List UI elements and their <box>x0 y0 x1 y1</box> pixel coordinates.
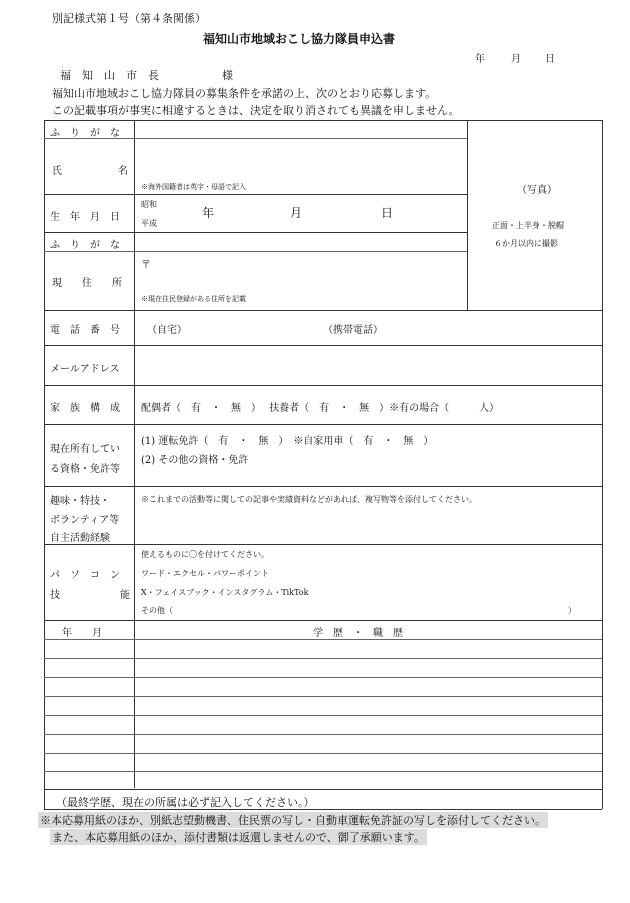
table-border-right <box>602 120 603 809</box>
table-border-left <box>44 120 45 809</box>
row-line <box>44 232 467 233</box>
address-label: 現 住 所 <box>52 278 122 289</box>
address-note: ※現在住民登録がある住所を記載 <box>141 295 246 303</box>
name-note: ※海外国籍者は英字・母語で記入 <box>141 183 246 191</box>
footer-note-1: ※本応募用紙のほか、別紙志望動機書、住民票の写し・自動車運転免許証の写しを添付してください。 <box>40 814 546 827</box>
family-value: 配偶者（ 有 ・ 無 ） 扶養者（ 有 ・ 無 ）※有の場合（ 人） <box>141 403 500 414</box>
addressee: 福 知 山 市 長 <box>60 69 159 82</box>
photo-label: （写真） <box>517 185 557 196</box>
license-label-line-1: 現在所有してい <box>50 444 120 455</box>
row-line <box>44 345 602 346</box>
history-row-line <box>44 677 602 678</box>
history-row-line <box>44 753 602 754</box>
hobby-label-line-1: 趣味・特技・ <box>50 496 110 507</box>
birth-year: 年 <box>202 206 215 220</box>
pc-label-line-2: 技 能 <box>50 590 130 601</box>
intro-line-1: 福知山市地域おこし協力隊員の募集条件を承諾の上、次のとおり応募します。 <box>52 87 437 100</box>
license-line-1: (1) 運転免許（ 有 ・ 無 ） ※自家用車（ 有 ・ 無 ） <box>141 436 434 447</box>
birth-day: 日 <box>381 206 394 220</box>
hobby-label-line-3: 自主活動経験 <box>50 533 110 544</box>
table-border-top <box>44 120 602 121</box>
history-col-education-career: 学 歴 ・ 職 歴 <box>313 628 403 639</box>
furigana-label: ふ り が な <box>50 128 120 139</box>
row-line <box>44 544 602 545</box>
intro-line-2: この記載事項が事実に相違するときは、決定を取り消されても異議を申しません。 <box>52 104 460 117</box>
furigana-label-2: ふ り が な <box>50 240 120 251</box>
pc-item-other-close: ） <box>568 606 576 615</box>
photo-note-2: ６か月以内に撮影 <box>494 239 558 248</box>
pc-instruction: 使えるものに〇を付けてください。 <box>141 550 269 559</box>
era-heisei: 平成 <box>141 219 157 228</box>
date-day: 日 <box>545 54 555 65</box>
license-label-line-2: る資格・免許等 <box>50 464 120 475</box>
hobby-note: ※これまでの活動等に関しての記事や実績資料などがあれば、複写物等を添付してください。 <box>141 495 477 504</box>
row-line <box>44 639 602 640</box>
page-title: 福知山市地域おこし協力隊員申込書 <box>203 32 396 46</box>
row-line <box>44 251 467 252</box>
name-label: 氏 名 <box>52 166 128 177</box>
label-column-divider <box>134 120 135 788</box>
row-line <box>44 310 602 311</box>
phone-mobile-label: （携帯電話） <box>323 325 383 336</box>
birth-label: 生 年 月 日 <box>50 212 120 223</box>
family-label: 家 族 構 成 <box>50 403 120 414</box>
hobby-label-line-2: ボランティア等 <box>50 515 120 526</box>
history-row-line <box>44 734 602 735</box>
pc-label-line-1: パ ソ コ ン <box>50 570 120 581</box>
row-line <box>44 424 602 425</box>
date-month: 月 <box>511 54 521 65</box>
addressee-suffix: 様 <box>222 69 233 82</box>
row-line <box>44 620 602 621</box>
history-row-line <box>44 658 602 659</box>
postal-mark: 〒 <box>141 260 151 271</box>
phone-home-label: （自宅） <box>147 325 187 336</box>
date-year: 年 <box>475 54 485 65</box>
pc-item-sns: X・フェイスブック・インスタグラム・TikTok <box>141 588 309 597</box>
history-row-line <box>44 771 602 772</box>
pc-item-other-open: その他（ <box>141 606 173 615</box>
history-row-line <box>44 715 602 716</box>
photo-column-divider <box>467 120 468 310</box>
history-note: （最終学歴、現在の所属は必ず記入してください。） <box>56 796 315 809</box>
row-line <box>44 194 467 195</box>
era-showa: 昭和 <box>141 200 157 209</box>
row-line <box>44 486 602 487</box>
phone-label: 電 話 番 号 <box>50 325 120 336</box>
email-label: メールアドレス <box>50 364 120 375</box>
license-line-2: (2) その他の資格・免許 <box>141 455 249 466</box>
footer-note-2: また、本応募用紙のほか、添付書類は返還しませんので、御了承願います。 <box>52 831 425 844</box>
history-row-line <box>44 696 602 697</box>
birth-month: 月 <box>290 206 303 220</box>
photo-note-1: 正面・上半身・脱帽 <box>492 221 564 230</box>
history-row-line <box>44 789 602 790</box>
history-col-year-month: 年 月 <box>62 628 102 639</box>
form-number: 別記様式第１号（第４条関係） <box>52 12 206 25</box>
pc-item-office: ワード・エクセル・パワーポイント <box>141 569 269 578</box>
row-line <box>44 385 602 386</box>
